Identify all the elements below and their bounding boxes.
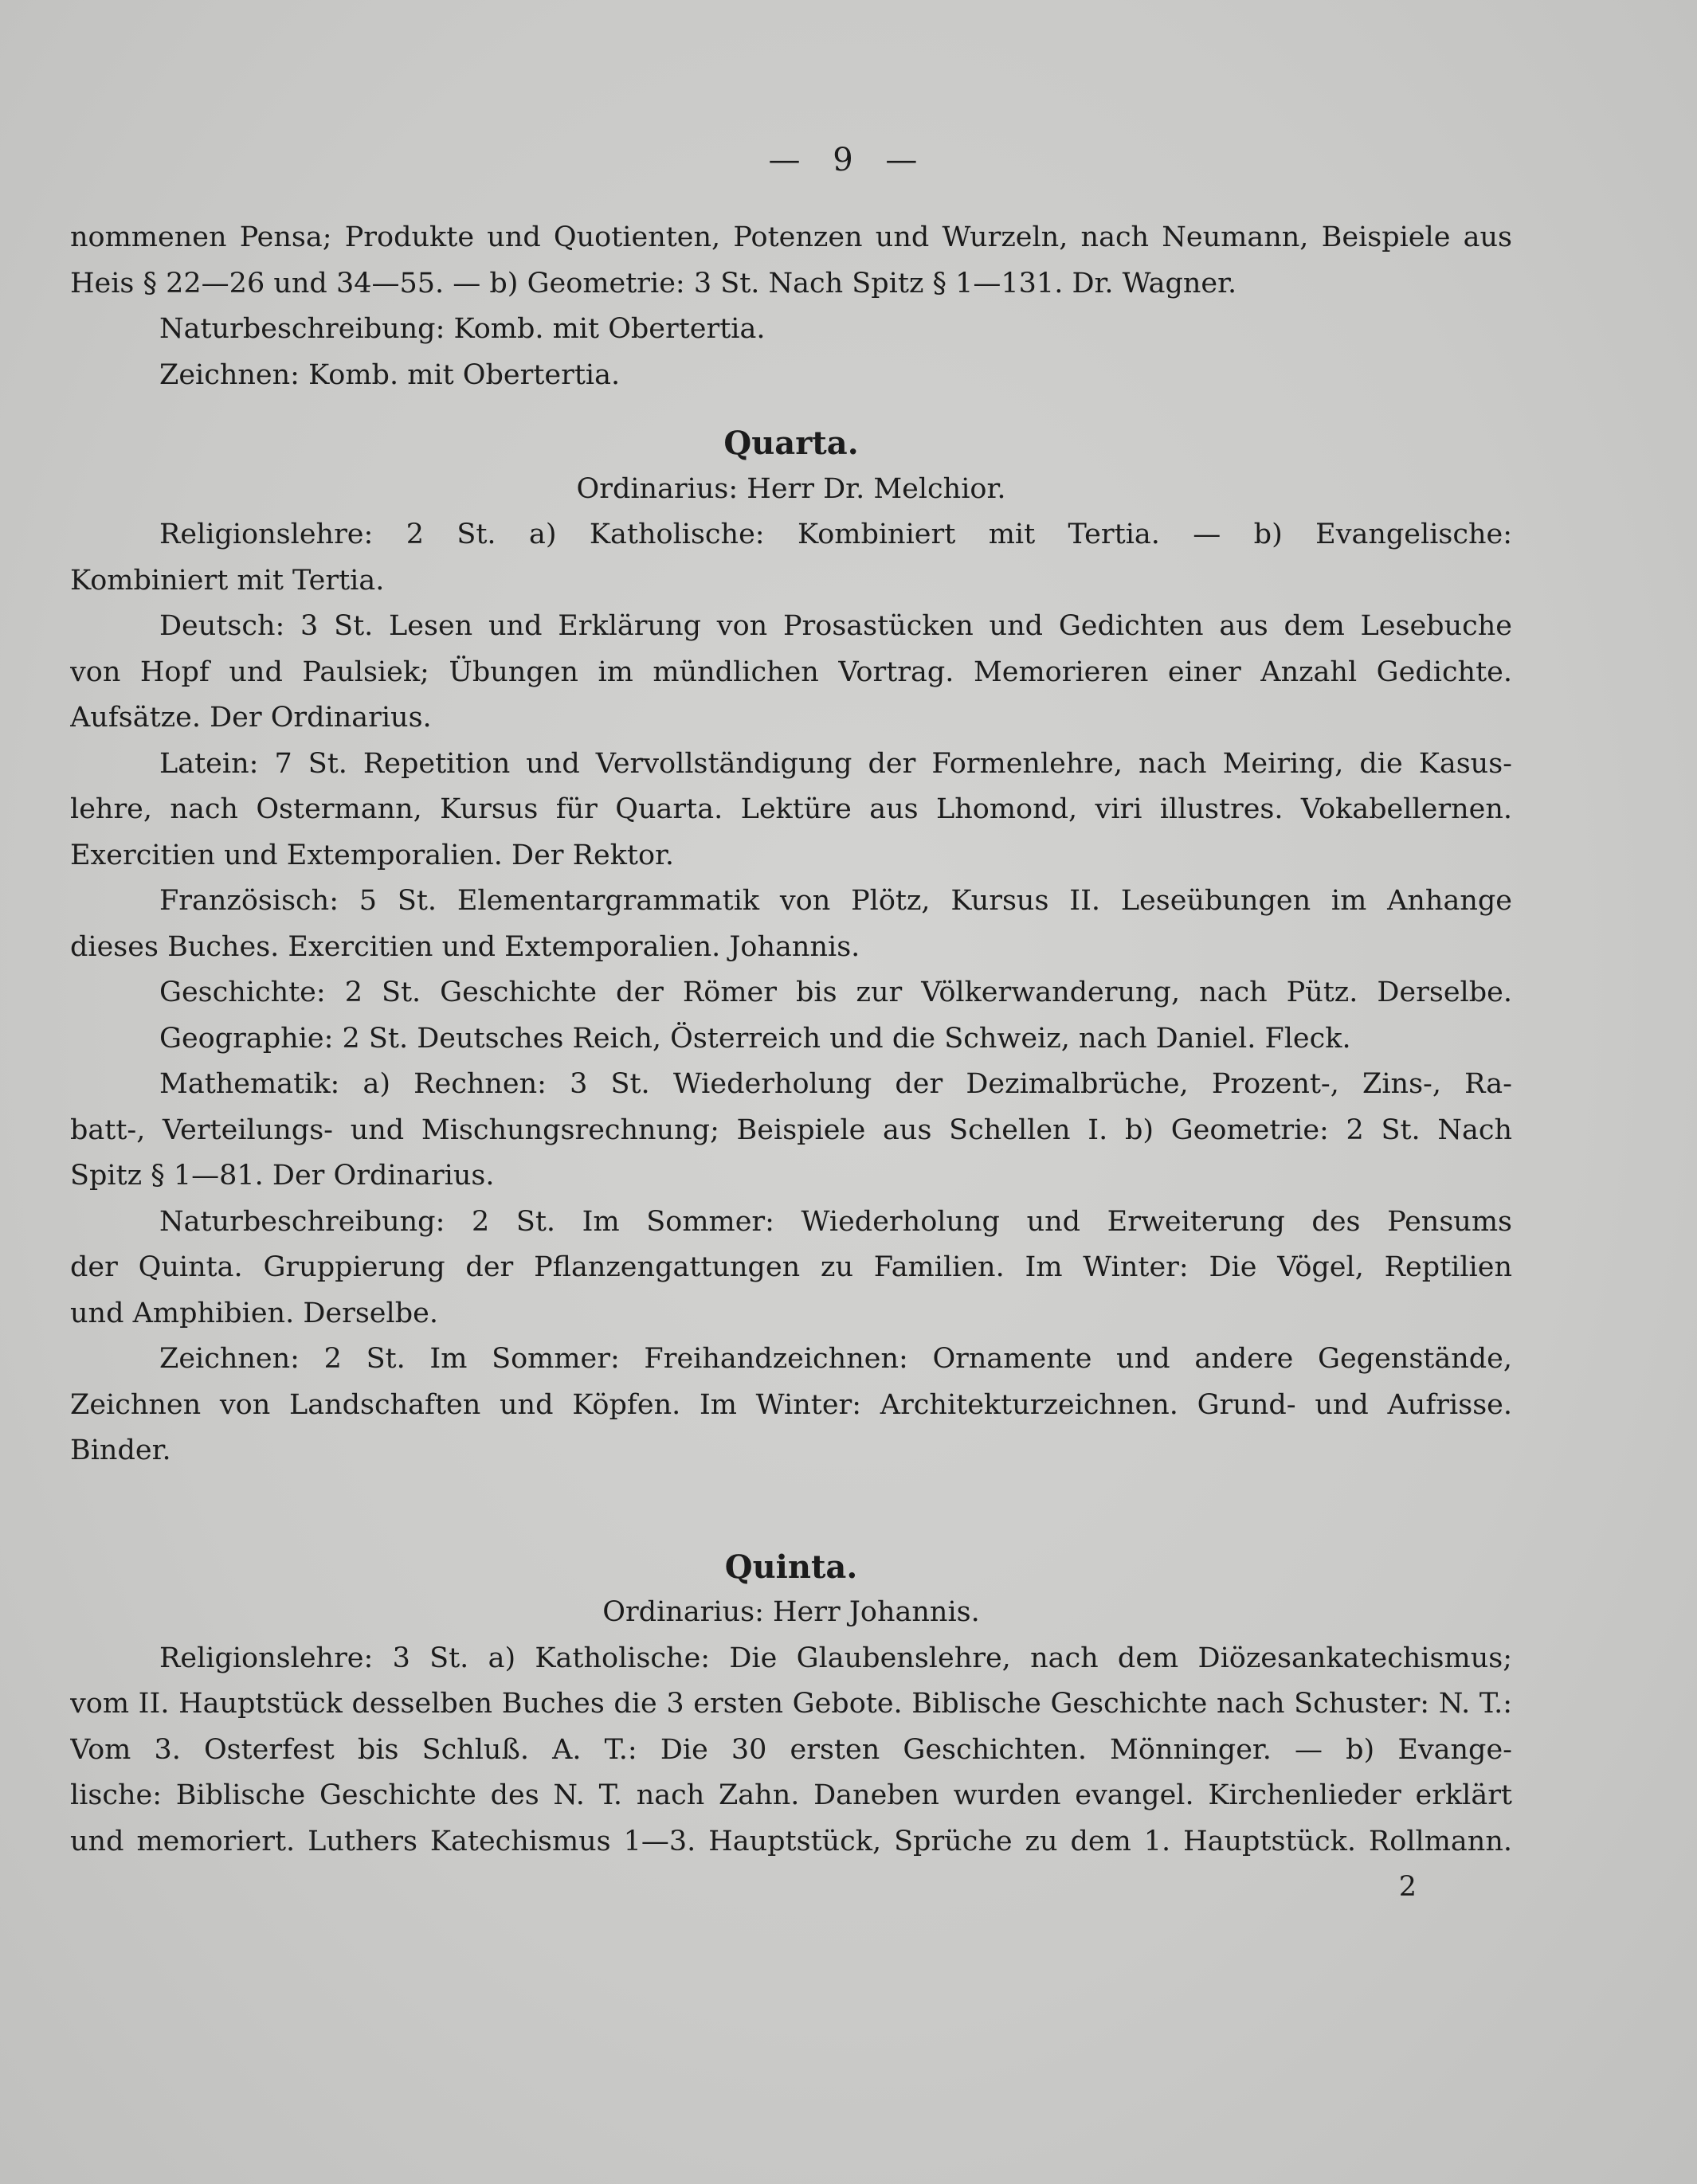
text-line: Religionslehre: 3 St. a) Katholische: Die Glaubenslehre, nach dem Diözesankatechismus; (159, 1642, 1512, 1674)
quinta-ordinarius: Ordinarius: Herr Johannis. (602, 1596, 980, 1628)
text-line: Latein: 7 St. Repetition und Vervollständigung der Formenlehre, nach Meiring, die Kasus- (159, 747, 1512, 780)
text-line: Spitz § 1—81. Der Ordinarius. (70, 1160, 495, 1192)
text-line: Kombiniert mit Tertia. (70, 564, 385, 597)
text-line: und Amphibien. Derselbe. (70, 1297, 438, 1329)
text-line: Geographie: 2 St. Deutsches Reich, Österreich und die Schweiz, nach Daniel. Fleck. (159, 1022, 1351, 1055)
text-line: Zeichnen: 2 St. Im Sommer: Freihandzeichnen: Ornamente und andere Gegenstände, (159, 1343, 1512, 1375)
text-line: vom II. Hauptstück desselben Buches die 3 ersten Gebote. Biblische Geschichte nach Schuster: N. T.: (70, 1688, 1512, 1720)
quarta-ordinarius: Ordinarius: Herr Dr. Melchior. (576, 472, 1006, 505)
section-heading-quarta: Quarta. (723, 425, 859, 462)
section-heading-quinta: Quinta. (724, 1548, 858, 1586)
text-line: Religionslehre: 2 St. a) Katholische: Kombiniert mit Tertia. — b) Evangelische: (159, 519, 1512, 550)
text-line: Binder. (70, 1434, 171, 1466)
text-line: Naturbeschreibung: Komb. mit Obertertia. (159, 313, 766, 345)
text-line: Geschichte: 2 St. Geschichte der Römer bis zur Völkerwanderung, nach Pütz. Derselbe. (159, 977, 1512, 1008)
page-number: — 9 — (768, 142, 929, 178)
text-line: lehre, nach Ostermann, Kursus für Quarta. Lektüre aus Lhomond, viri illustres. Vokabellernen. (70, 793, 1512, 825)
page-text (70, 215, 1512, 1911)
text-line: Vom 3. Osterfest bis Schluß. A. T.: Die 30 ersten Geschichten. Mönninger. — b) Evange- (70, 1733, 1512, 1766)
text-line: Zeichnen von Landschaften und Köpfen. Im Winter: Architekturzeichnen. Grund- und Aufrisse. (70, 1388, 1512, 1421)
text-line: Naturbeschreibung: 2 St. Im Sommer: Wiederholung und Erweiterung des Pensums (159, 1205, 1512, 1238)
text-line: batt-, Verteilungs- und Mischungsrechnung; Beispiele aus Schellen I. b) Geometrie: 2 St. Nach (70, 1114, 1512, 1146)
text-line: Deutsch: 3 St. Lesen und Erklärung von Prosastücken und Gedichten aus dem Lesebuche (159, 610, 1512, 642)
text-line: Französisch: 5 St. Elementargrammatik von Plötz, Kursus II. Leseübungen im Anhange (159, 885, 1512, 917)
text-line: der Quinta. Gruppierung der Pflanzengattungen zu Familien. Im Winter: Die Vögel, Reptilien (70, 1251, 1512, 1283)
text-line: lische: Biblische Geschichte des N. T. nach Zahn. Daneben wurden evangel. Kirchenlieder erklärt (70, 1779, 1512, 1811)
text-line: Zeichnen: Komb. mit Obertertia. (159, 358, 621, 391)
text-line: Mathematik: a) Rechnen: 3 St. Wiederholung der Dezimalbrüche, Prozent-, Zins-, Ra- (159, 1068, 1512, 1100)
text-line: Aufsätze. Der Ordinarius. (70, 702, 432, 734)
text-line: dieses Buches. Exercitien und Extemporalien. Johannis. (70, 930, 860, 963)
signature-mark: 2 (1398, 1871, 1417, 1903)
text-line: Exercitien und Extemporalien. Der Rektor. (70, 839, 675, 871)
text-line: nommenen Pensa; Produkte und Quotienten, Potenzen und Wurzeln, nach Neumann, Beispiele aus (70, 221, 1512, 253)
text-line: von Hopf und Paulsiek; Übungen im mündlichen Vortrag. Memorieren einer Anzahl Gedichte. (70, 656, 1512, 688)
text-line: und memoriert. Luthers Katechismus 1—3. Hauptstück, Sprüche zu dem 1. Hauptstück. Rollmann. (70, 1825, 1512, 1857)
text-line: Heis § 22—26 und 34—55. — b) Geometrie: 3 St. Nach Spitz § 1—131. Dr. Wagner. (70, 267, 1237, 299)
